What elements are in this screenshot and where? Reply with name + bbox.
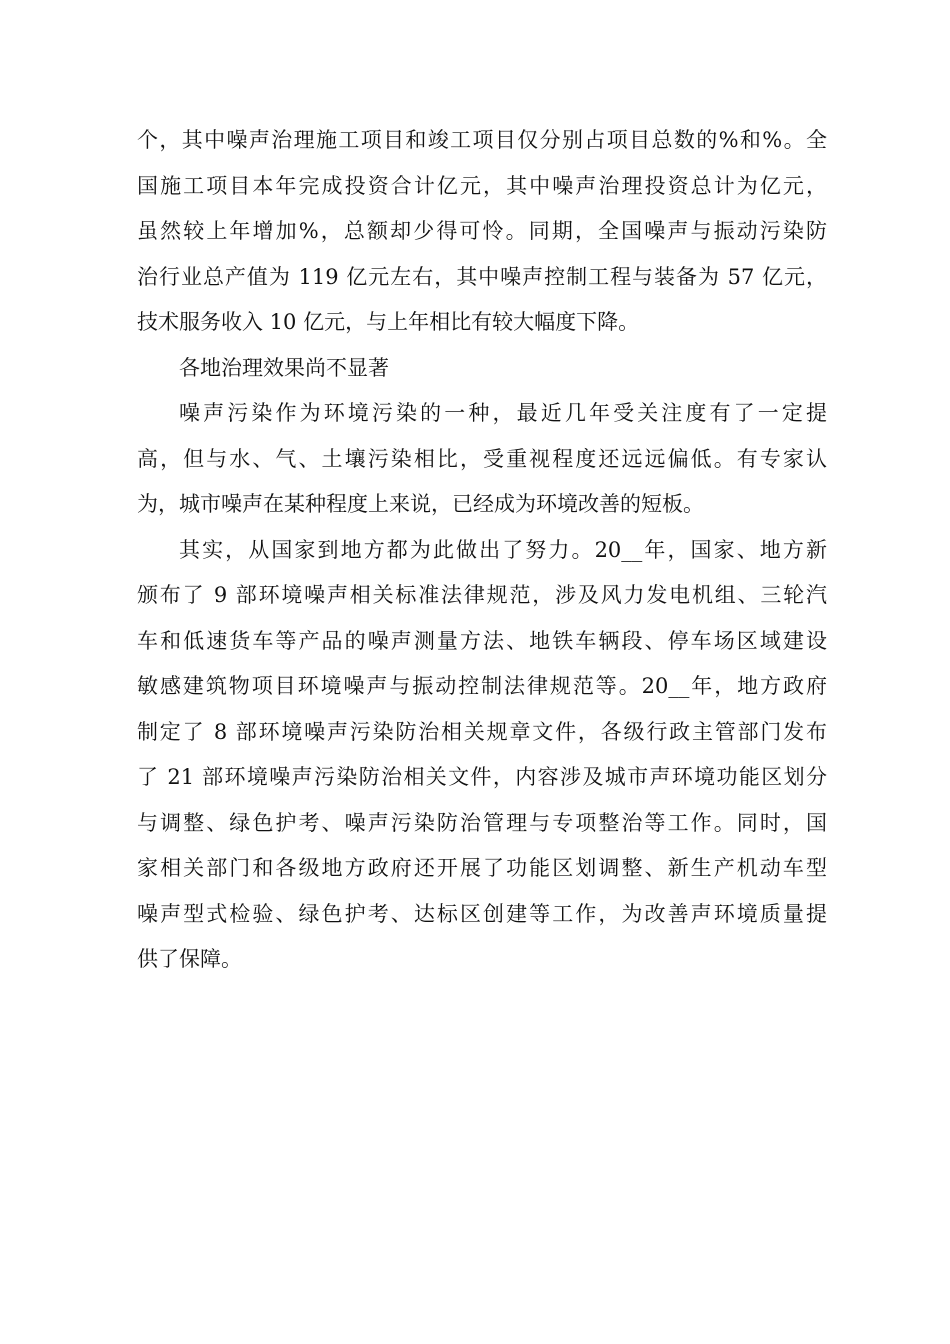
text-line: 噪声污染作为环境污染的一种，最近几年受关注度有了一定提 xyxy=(179,401,827,425)
text-line: 为，城市噪声在某种程度上来说，已经成为环境改善的短板。 xyxy=(137,492,704,516)
text-line: 国施工项目本年完成投资合计亿元，其中噪声治理投资总计为亿元， xyxy=(137,173,827,198)
text-line: 敏感建筑物项目环境噪声与振动控制法律规范等。20__年，地方政府 xyxy=(137,674,827,698)
text-line: 与调整、绿色护考、噪声污染防治管理与专项整治等工作。同时，国 xyxy=(137,810,827,835)
section-heading: 各地治理效果尚不显著 xyxy=(179,355,389,380)
text-line: 高，但与水、气、土壤污染相比，受重视程度还远远偏低。有专家认 xyxy=(137,446,827,471)
text-line: 治行业总产值为 119 亿元左右，其中噪声控制工程与装备为 57 亿元， xyxy=(137,264,827,289)
text-line: 家相关部门和各级地方政府还开展了功能区划调整、新生产机动车型 xyxy=(137,856,827,880)
text-line: 虽然较上年增加%，总额却少得可怜。同期，全国噪声与振动污染防 xyxy=(137,219,827,243)
text-line: 个，其中噪声治理施工项目和竣工项目仅分别占项目总数的%和%。全 xyxy=(137,128,827,152)
text-line: 制定了 8 部环境噪声污染防治相关规章文件，各级行政主管部门发布 xyxy=(137,719,827,744)
text-line: 车和低速货车等产品的噪声测量方法、地铁车辆段、停车场区域建设 xyxy=(137,628,827,653)
text-line: 技术服务收入 10 亿元，与上年相比有较大幅度下降。 xyxy=(137,310,640,334)
text-line: 噪声型式检验、绿色护考、达标区创建等工作，为改善声环境质量提 xyxy=(137,901,827,926)
document-body xyxy=(137,118,827,983)
text-line: 了 21 部环境噪声污染防治相关文件，内容涉及城市声环境功能区划分 xyxy=(137,765,827,789)
text-line: 其实，从国家到地方都为此做出了努力。20__年，国家、地方新 xyxy=(179,537,827,562)
text-line: 颁布了 9 部环境噪声相关标准法律规范，涉及风力发电机组、三轮汽 xyxy=(137,583,827,607)
text-line: 供了保障。 xyxy=(137,947,242,971)
